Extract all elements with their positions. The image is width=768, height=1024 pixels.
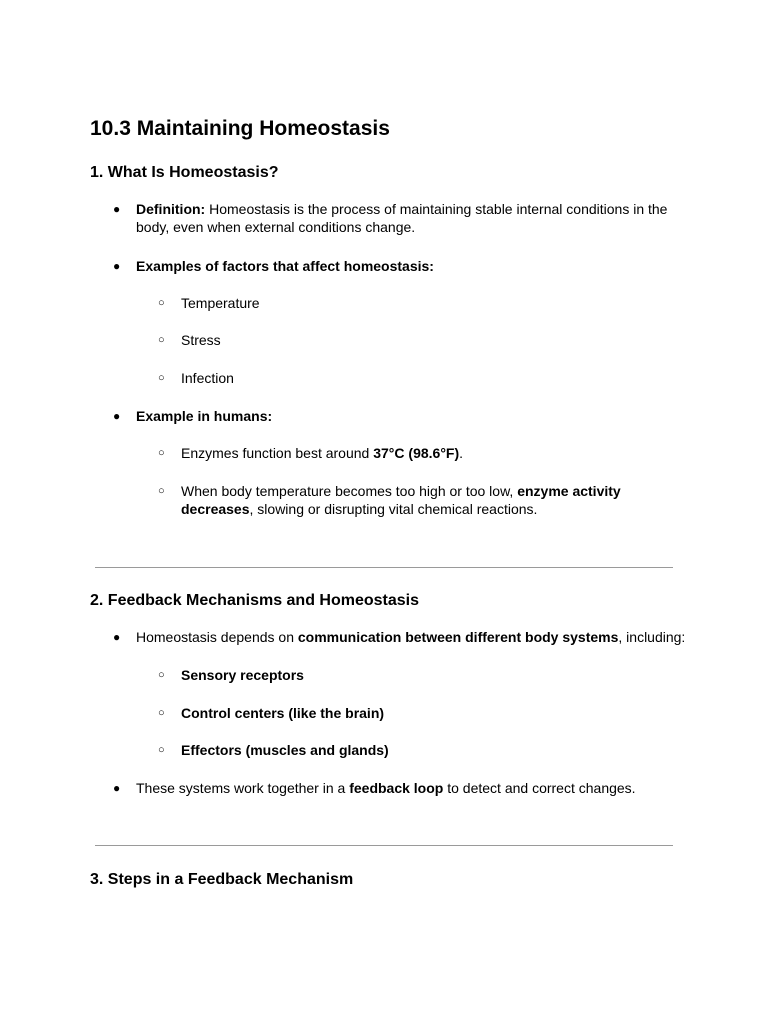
sub-bullet-icon: ○ [158,707,165,719]
feedback-loop-item [136,779,636,797]
humans-label: Example in humans: [136,408,273,424]
decreases-bold: decreases [181,501,250,517]
feedback-loop-text-end: to detect and correct changes. [443,780,636,796]
bullet-icon: ● [113,781,121,795]
definition-paragraph [136,200,667,236]
sub-bullet-icon: ○ [158,744,165,756]
enzyme-activity-bold: enzyme activity [517,483,621,499]
sub-bullet-icon: ○ [158,485,165,497]
feedback-loop-text: These systems work together in a [136,780,350,796]
communication-bold: communication between different body systems [297,629,619,645]
list-item: Stress [181,332,221,348]
communication-item [136,628,685,646]
temperature-item [181,482,621,518]
sub-bullet-icon: ○ [158,447,165,459]
section-heading: 3. Steps in a Feedback Mechanism [90,871,354,888]
enzyme-text: Enzymes function best around [181,445,374,461]
list-item: Temperature [181,295,260,311]
definition-text-cont: body, even when external conditions change. [136,219,416,235]
factors-label: Examples of factors that affect homeostasis: [136,258,434,274]
communication-text-end: , including: [618,629,686,645]
definition-label: Definition: [136,201,206,217]
feedback-loop-bold: feedback loop [349,780,444,796]
temperature-text: When body temperature becomes too high or too low, [181,483,518,499]
list-item: Control centers (like the brain) [181,705,385,721]
sub-bullet-icon: ○ [158,372,165,384]
enzyme-item [181,444,463,462]
temperature-text-cont: , slowing or disrupting vital chemical reactions. [249,501,538,517]
section-divider [95,567,673,568]
list-item: Effectors (muscles and glands) [181,742,389,758]
sub-bullet-icon: ○ [158,297,165,309]
page-title: 10.3 Maintaining Homeostasis [90,117,390,140]
list-item: Sensory receptors [181,667,304,683]
section-heading: 2. Feedback Mechanisms and Homeostasis [90,592,420,609]
section-heading: 1. What Is Homeostasis? [90,164,279,181]
section-divider [95,845,673,846]
communication-text: Homeostasis depends on [136,629,298,645]
list-item: Infection [181,370,234,386]
bullet-icon: ● [113,409,121,423]
bullet-icon: ● [113,259,121,273]
sub-bullet-icon: ○ [158,669,165,681]
enzyme-period: . [459,445,464,461]
definition-text: Homeostasis is the process of maintaining stable internal conditions in the [205,201,668,217]
bullet-icon: ● [113,630,121,644]
sub-bullet-icon: ○ [158,334,165,346]
enzyme-temperature: 37°C (98.6°F) [373,445,460,461]
bullet-icon: ● [113,202,121,216]
